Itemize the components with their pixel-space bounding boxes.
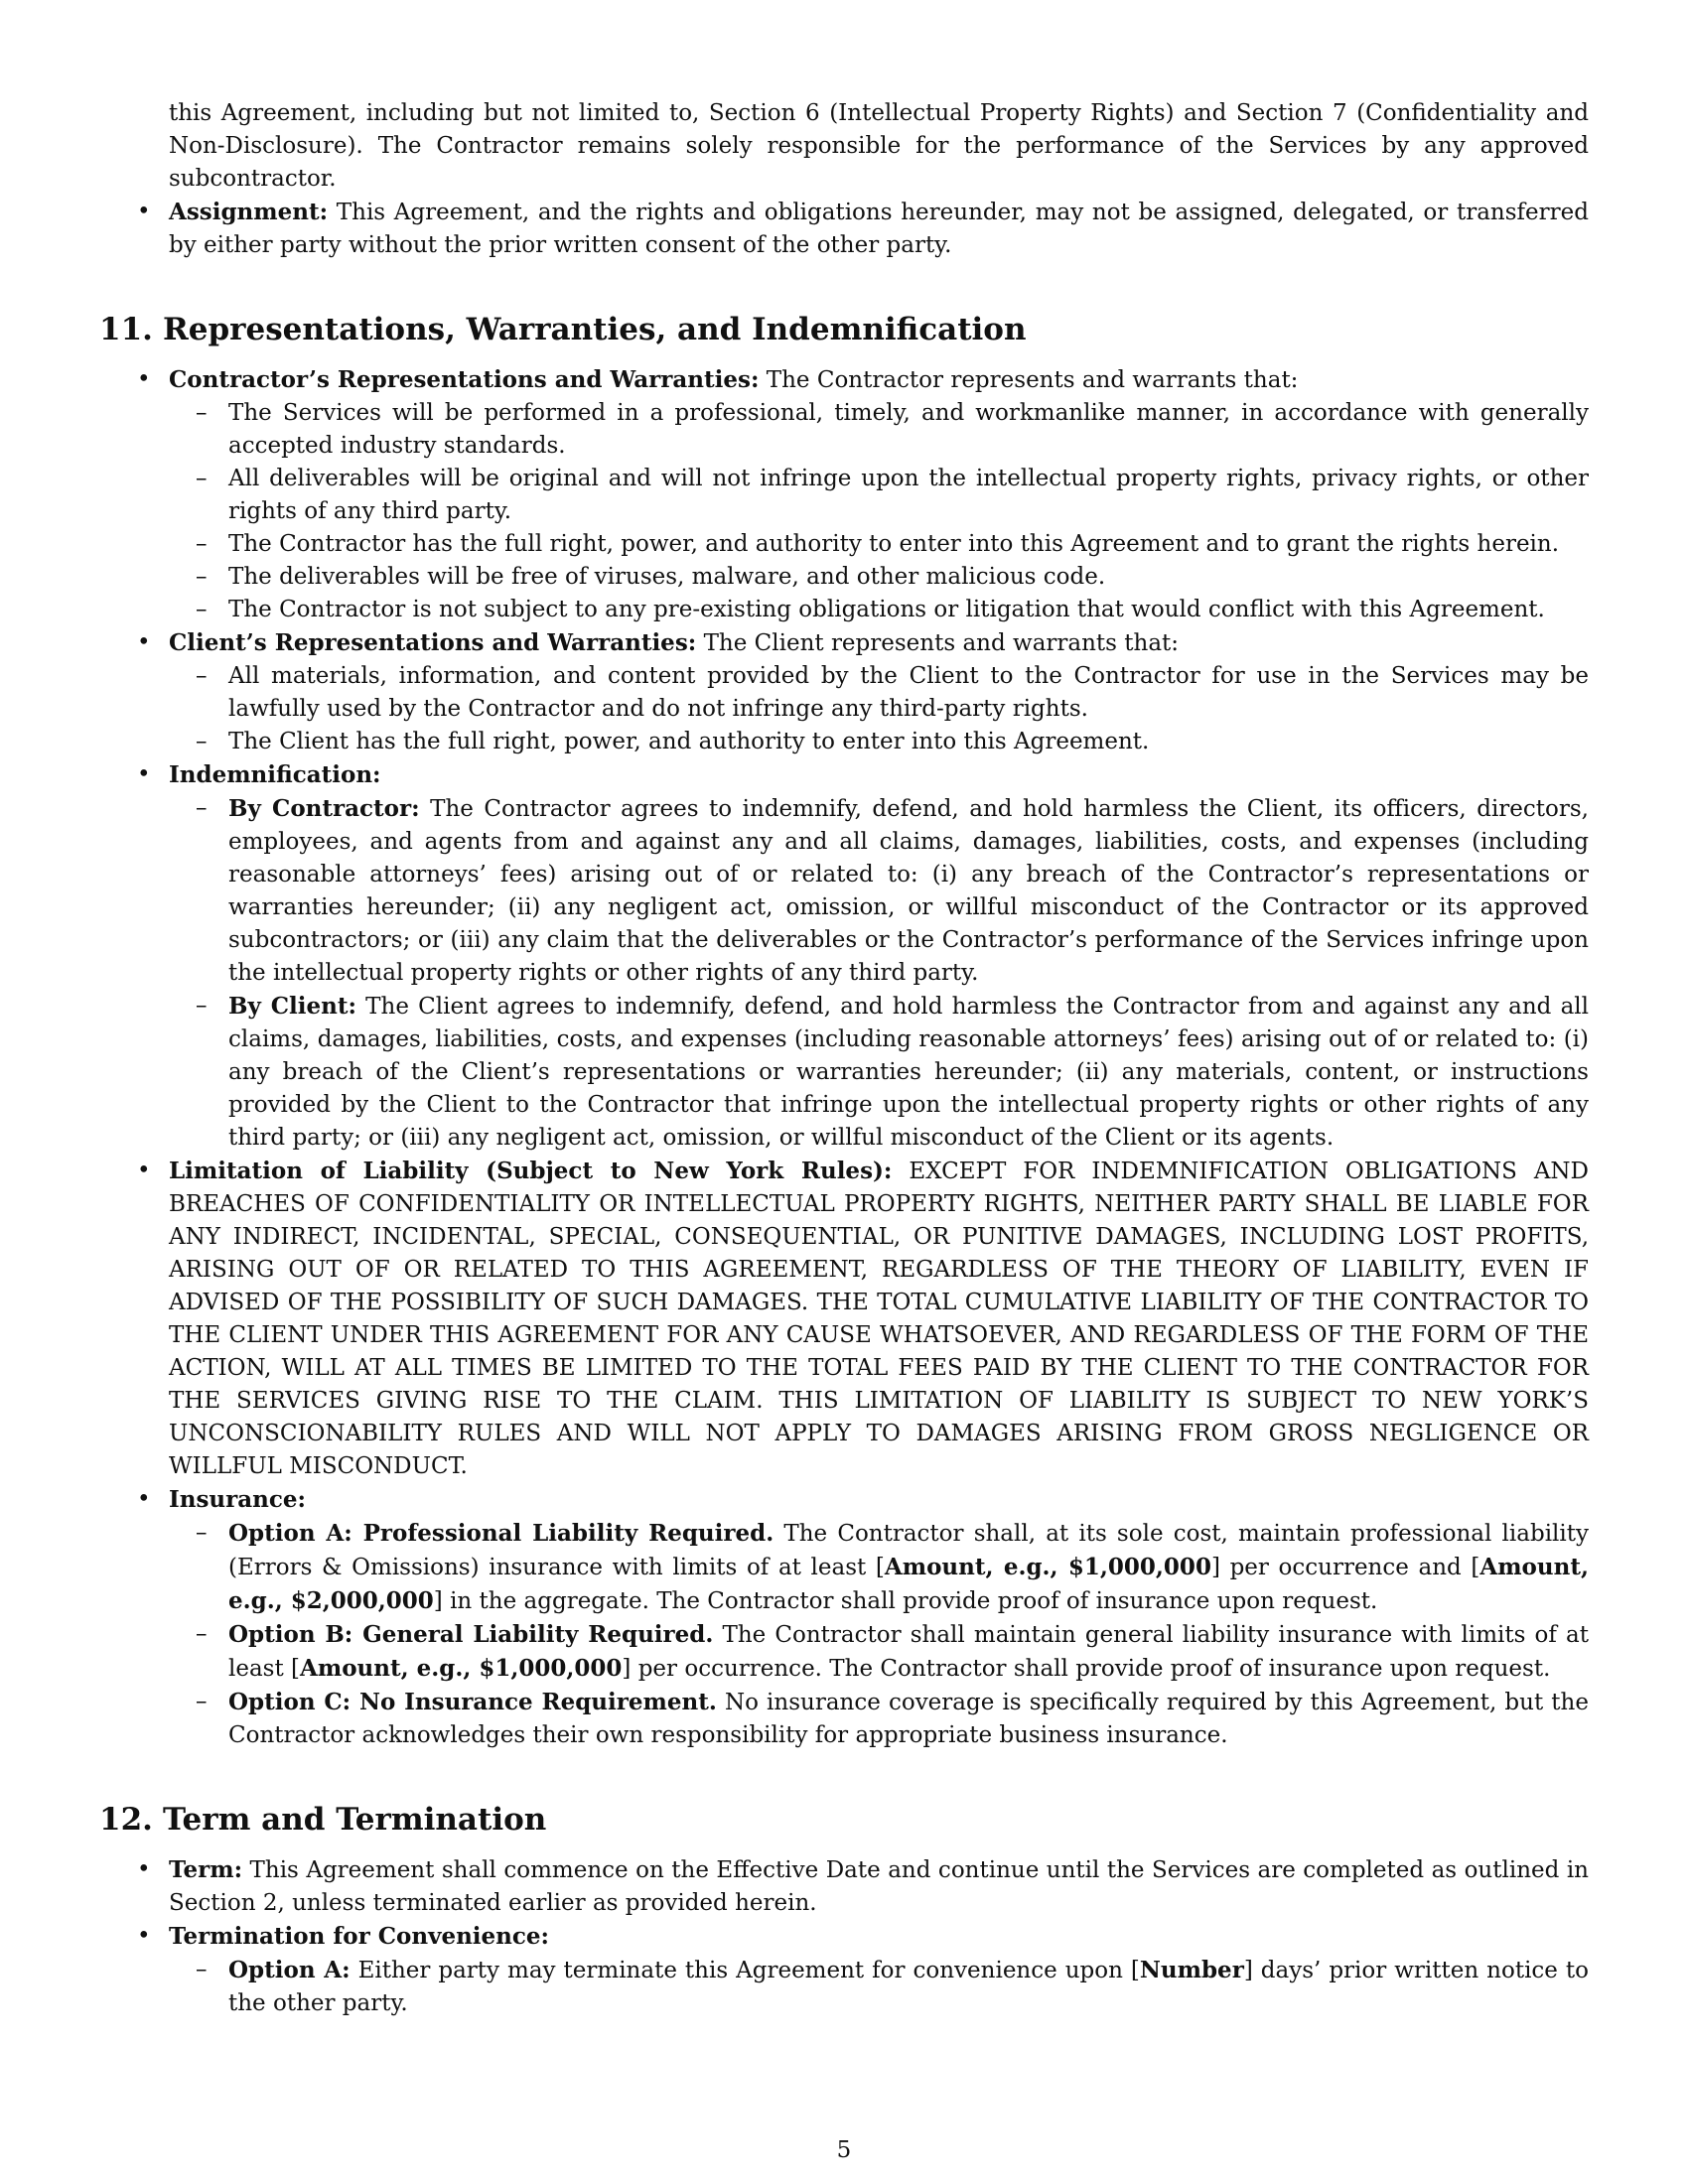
insurance-option-a (99, 1517, 1589, 1618)
client-reps-intro: The Client represents and warrants that: (696, 630, 1180, 656)
assignment-label: Assignment: (169, 199, 329, 225)
section-12-list (99, 1853, 1589, 2020)
document-page (99, 97, 1589, 2020)
option-a-text: ] in the aggregate. The Contractor shall provide proof of insurance upon request. (433, 1588, 1378, 1614)
option-a-text: ] per occurrence and [ (1210, 1555, 1480, 1580)
option-a-text: The Contractor shall, at its sole cost, maintain professional liability (Errors & Omissions) insurance with limits of at least [ (228, 1521, 1589, 1580)
by-contractor-item (99, 792, 1589, 990)
termination-convenience-sublist (169, 1954, 1589, 2020)
option-a-amount-1: Amount, e.g., $1,000,000 (884, 1554, 1211, 1580)
option-c-label: Option C: No Insurance Requirement. (228, 1689, 717, 1715)
page-number: 5 (836, 2137, 852, 2163)
term-text: This Agreement shall commence on the Effective Date and continue until the Services are completed as outlined in Section 2, unless terminated earlier as provided herein. (169, 1857, 1589, 1916)
indemnification-label: Indemnification: (169, 761, 381, 788)
termination-option-a-text: ] days’ prior written notice to the other party. (228, 1958, 1589, 2016)
continuation-paragraph: this Agreement, including but not limited to, Section 6 (Intellectual Property Rights) and Section 7 (Confidentiality and Non-Disclosure). The Contractor remains solely responsible for the performance of the Services by any approved subcontractor. (169, 100, 1589, 192)
by-contractor-label: By Contractor: (228, 795, 420, 822)
by-client-label: By Client: (228, 993, 356, 1020)
insurance-label: Insurance: (169, 1486, 307, 1513)
option-c-text: No insurance coverage is specifically required by this Agreement, but the Contractor acknowledges their own responsibility for appropriate business insurance. (228, 1690, 1589, 1748)
insurance-sublist (169, 1517, 1589, 1752)
contractor-rep-item: – The Services will be performed in a professional, timely, and workmanlike manner, in accordance with generally accepted industry standards. (99, 397, 1589, 463)
section-12-heading (99, 1800, 1589, 1840)
option-b-text: ] per occurrence. The Contractor shall provide proof of insurance upon request. (622, 1656, 1551, 1682)
list-item-termination-convenience (99, 1920, 1589, 2020)
list-item-contractor-reps (99, 363, 1589, 626)
limitation-label: Limitation of Liability (Subject to New York Rules): (169, 1158, 893, 1184)
contractor-reps-label: Contractor’s Representations and Warranties: (169, 366, 760, 393)
by-contractor-text: The Contractor agrees to indemnify, defend, and hold harmless the Client, its officers, directors, employees, and agents from and against any and all claims, damages, liabilities, costs, and expenses (including reasonable attorneys’ fees) arising out of or related to: (i) any breach of the Contractor’s representations or warranties hereunder; (ii) any negligent act, omission, or willful misconduct of the Contractor or its approved subcontractors; or (iii) any claim that the deliverables or the Contractor’s performance of the Services infringe upon the intellectual property rights or other rights of any third party. (228, 796, 1589, 986)
list-item-indemnification (99, 758, 1589, 1155)
option-b-amount: Amount, e.g., $1,000,000 (300, 1655, 623, 1682)
insurance-option-c (99, 1686, 1589, 1752)
by-client-text: The Client agrees to indemnify, defend, and hold harmless the Contractor from and against any and all claims, damages, liabilities, costs, and expenses (including reasonable attorneys’ fees) arising out of or related to: (i) any breach of the Client’s representations or warranties hereunder; (ii) any materials, content, or instructions provided by the Client to the Contractor that infringe upon the intellectual property rights or other rights of any third party; or (iii) any negligent act, omission, or willful misconduct of the Client or its agents. (228, 994, 1590, 1151)
client-rep-item: – All materials, information, and content provided by the Client to the Contractor for use in the Services may be lawfully used by the Contractor and do not infringe any third-party rights. (99, 660, 1589, 726)
client-reps-label: Client’s Representations and Warranties: (169, 629, 697, 656)
option-b-label: Option B: General Liability Required. (228, 1621, 714, 1648)
section-12-title: Term and Termination (163, 1802, 547, 1838)
list-item-limitation (99, 1155, 1589, 1483)
termination-convenience-label: Termination for Convenience: (169, 1923, 550, 1950)
assignment-text: This Agreement, and the rights and obligations hereunder, may not be assigned, delegated, or transferred by either party without the prior written consent of the other party. (169, 200, 1589, 258)
section-12-number: 12. (99, 1802, 153, 1838)
client-reps-sublist (169, 660, 1589, 758)
client-rep-item: – The Client has the full right, power, and authority to enter into this Agreement. (99, 726, 1589, 758)
list-item-assignment (99, 196, 1589, 262)
termination-option-a (99, 1954, 1589, 2020)
section-11-heading (99, 310, 1589, 349)
list-item-insurance (99, 1483, 1589, 1752)
section-11-list (99, 363, 1589, 1752)
contractor-reps-intro: The Contractor represents and warrants that: (759, 367, 1299, 393)
term-label: Term: (169, 1856, 243, 1883)
contractor-rep-item: – The Contractor has the full right, power, and authority to enter into this Agreement and to grant the rights herein. (99, 528, 1589, 561)
limitation-text: EXCEPT FOR INDEMNIFICATION OBLIGATIONS AND BREACHES OF CONFIDENTIALITY OR INTELLECTUAL PROPERTY RIGHTS, NEITHER PARTY SHALL BE LIABLE FOR ANY INDIRECT, INCIDENTAL, SPECIAL, CONSEQUENTIAL, OR PUNITIVE DAMAGES, INCLUDING LOST PROFITS, ARISING OUT OF OR RELATED TO THIS AGREEMENT, REGARDLESS OF THE THEORY OF LIABILITY, EVEN IF ADVISED OF THE POSSIBILITY OF SUCH DAMAGES. THE TOTAL CUMULATIVE LIABILITY OF THE CONTRACTOR TO THE CLIENT UNDER THIS AGREEMENT FOR ANY CAUSE WHATSOEVER, AND REGARDLESS OF THE FORM OF THE ACTION, WILL AT ALL TIMES BE LIMITED TO THE TOTAL FEES PAID BY THE CLIENT TO THE CONTRACTOR FOR THE SERVICES GIVING RISE TO THE CLAIM. THIS LIMITATION OF LIABILITY IS SUBJECT TO NEW YORK’S UNCONSCIONABILITY RULES AND WILL NOT APPLY TO DAMAGES ARISING FROM GROSS NEGLIGENCE OR WILLFUL MISCONDUCT. (169, 1159, 1589, 1479)
contractor-rep-item: – All deliverables will be original and will not infringe upon the intellectual property rights, privacy rights, or other rights of any third party. (99, 463, 1589, 528)
option-a-amount-2: Amount, e.g., $2,000,000 (228, 1554, 1589, 1614)
termination-days-number: Number (1139, 1957, 1244, 1983)
contractor-reps-sublist (169, 397, 1589, 626)
section-11-number: 11. (99, 312, 153, 347)
termination-option-a-label: Option A: (228, 1957, 351, 1983)
list-item-client-reps (99, 626, 1589, 758)
section-11-title: Representations, Warranties, and Indemnification (163, 312, 1027, 347)
insurance-option-b (99, 1618, 1589, 1686)
option-b-text: The Contractor shall maintain general liability insurance with limits of at least [ (228, 1622, 1589, 1682)
indemnification-sublist (169, 792, 1589, 1155)
assignment-list (99, 196, 1589, 262)
option-a-label: Option A: Professional Liability Required. (228, 1520, 774, 1547)
contractor-rep-item: – The deliverables will be free of viruses, malware, and other malicious code. (99, 561, 1589, 594)
by-client-item (99, 990, 1589, 1155)
list-item-term (99, 1853, 1589, 1920)
termination-option-a-text: Either party may terminate this Agreement for convenience upon [ (350, 1958, 1140, 1983)
contractor-rep-item: – The Contractor is not subject to any pre-existing obligations or litigation that would conflict with this Agreement. (99, 594, 1589, 626)
